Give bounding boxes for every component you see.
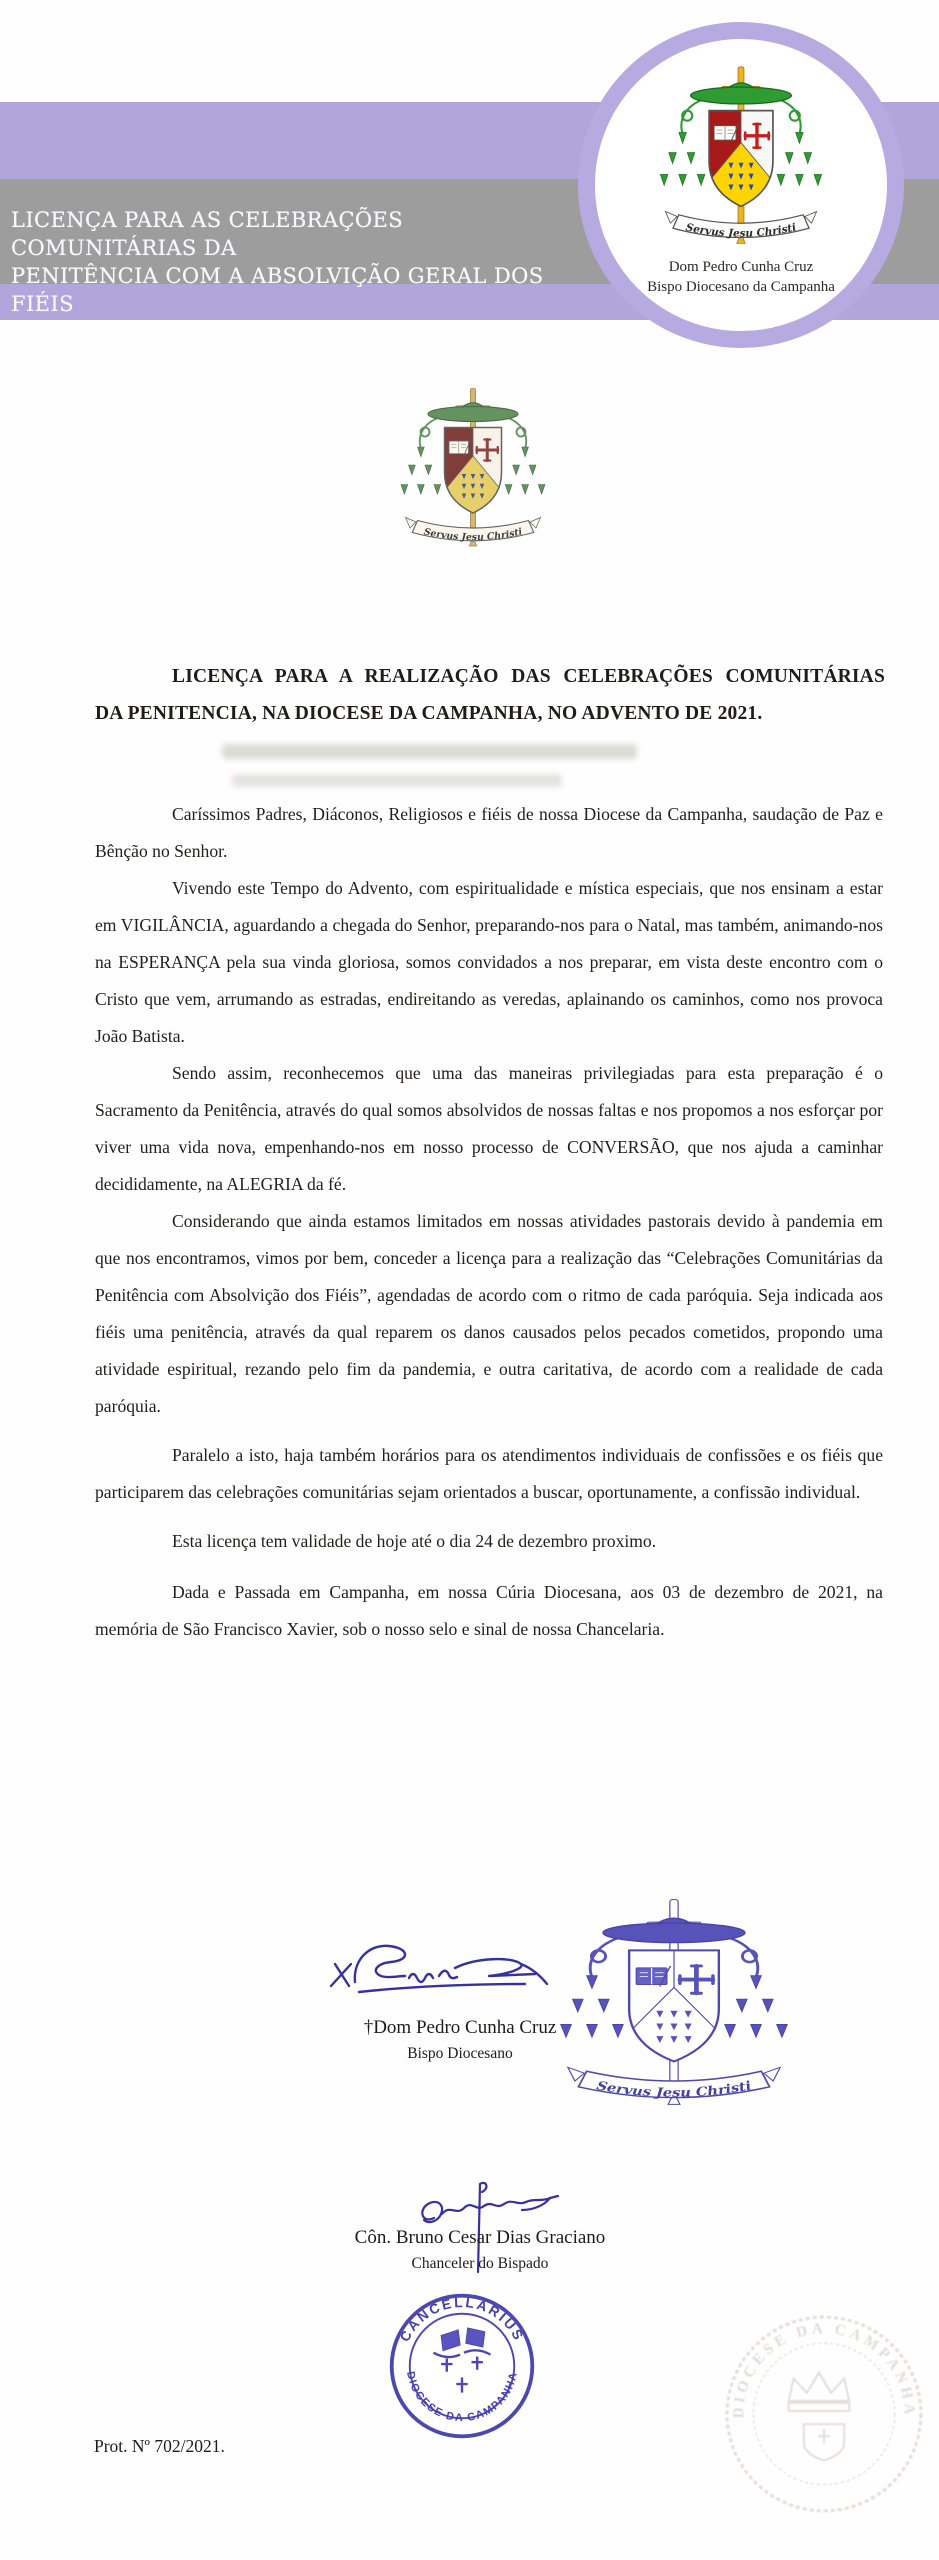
- bishop-ink-stamp-icon: [556, 1886, 792, 2120]
- document-paragraph: Considerando que ainda estamos limitados em nossas atividades pastorais devido à pandemia em que nos encontramos, vimos por bem, conceder a licença para a realização das “Celebrações Comunitárias da Penitência com Absolvição dos Fiéis”, agendadas de acordo com o ritmo de cada paróquia. Seja indicada aos fiéis uma penitência, através da qual reparem os danos causados pelos pecados cometidos, propondo uma atividade espiritual, rezando pelo fim da pandemia, e outra caritativa, de acordo com a realidade de cada paróquia.: [95, 1211, 883, 1416]
- document-paragraph: Esta licença tem validade de hoje até o dia 24 de dezembro proximo.: [172, 1531, 657, 1551]
- embossed-seal-icon: [718, 2308, 930, 2520]
- bishop-medallion: [578, 22, 904, 348]
- document-title: [95, 658, 885, 732]
- protocol-number: Prot. Nº 702/2021.: [94, 2436, 225, 2456]
- document-paragraph: Paralelo a isto, haja também horários para os atendimentos individuais de confissões e os fiéis que participarem das celebrações comunitárias sejam orientados a buscar, oportunamente, a confissão individual.: [95, 1445, 883, 1502]
- seal-crown-icon: [789, 2373, 850, 2461]
- chancellor-role: Chanceler do Bispado: [411, 2255, 549, 2272]
- bleed-through-text: [232, 774, 562, 787]
- document-paragraph: Caríssimos Padres, Diáconos, Religiosos e fiéis de nossa Diocese da Campanha, saudação de Paz e Bênção no Senhor.: [95, 804, 883, 861]
- bishop-coat-of-arms-icon: [657, 55, 825, 257]
- title-line-1: LICENÇA PARA A REALIZAÇÃO DAS CELEBRAÇÕES COMUNITÁRIAS: [172, 666, 885, 687]
- document-body: [95, 796, 883, 1648]
- document-paragraph: Dada e Passada em Campanha, em nossa Cúria Diocesana, aos 03 de dezembro de 2021, na memória de São Francisco Xavier, sob o nosso selo e sinal de nossa Chancelaria.: [95, 1582, 883, 1639]
- stamp-top-text: CANCELLARIUS: [397, 2294, 527, 2345]
- title-line-2: DA PENITENCIA, NA DIOCESE DA CAMPANHA, NO ADVENTO DE 2021.: [95, 703, 763, 724]
- chancellor-name: Côn. Bruno Cesar Dias Graciano: [354, 2227, 606, 2248]
- bishop-signature-scribble: [325, 1934, 565, 2014]
- chancellor-round-stamp-icon: [386, 2290, 538, 2442]
- bleed-through-text: [222, 744, 637, 759]
- banner-line-1: LICENÇA PARA AS CELEBRAÇÕES COMUNITÁRIAS DA: [11, 208, 404, 260]
- medallion-title: Bispo Diocesano da Campanha: [647, 279, 835, 295]
- chancellor-identity: [320, 2226, 640, 2274]
- svg-text:DIOCESE DA CAMPANHA: [731, 2321, 917, 2419]
- letterhead-crest-icon: [398, 378, 548, 558]
- bishop-name: †Dom Pedro Cunha Cruz: [363, 2017, 557, 2038]
- seal-text: DIOCESE DA CAMPANHA: [731, 2320, 917, 2419]
- document-paragraph: Vivendo este Tempo do Advento, com espiritualidade e mística especiais, que nos ensinam a estar em VIGILÂNCIA, aguardando a chegada do Senhor, preparando-nos para o Natal, mas também, animando-nos na ESPERANÇA pela sua vinda gloriosa, somos convidados a nos preparar, em vista deste encontro com o Cristo que vem, arrumando as estradas, endireitando as veredas, aplainando os caminhos, como nos provoca João Batista.: [95, 878, 883, 1046]
- medallion-name: Dom Pedro Cunha Cruz: [668, 259, 814, 275]
- banner-title: [11, 206, 571, 318]
- bishop-role: Bispo Diocesano: [407, 2045, 513, 2062]
- stamp-bottom-text: DIOCESE DA CAMPANHA: [404, 2370, 520, 2425]
- banner-line-2: PENITÊNCIA COM A ABSOLVIÇÃO GERAL DOS FIÉIS: [11, 264, 544, 316]
- document-paragraph: Sendo assim, reconhecemos que uma das maneiras privilegiadas para esta preparação é o Sacramento da Penitência, através do qual somos absolvidos de nossas faltas e nos propomos a nos esforçar por viver uma vida nova, empenhando-nos em nosso processo de CONVERSÃO, que nos ajuda a caminhar decididamente, na ALEGRIA da fé.: [95, 1063, 883, 1194]
